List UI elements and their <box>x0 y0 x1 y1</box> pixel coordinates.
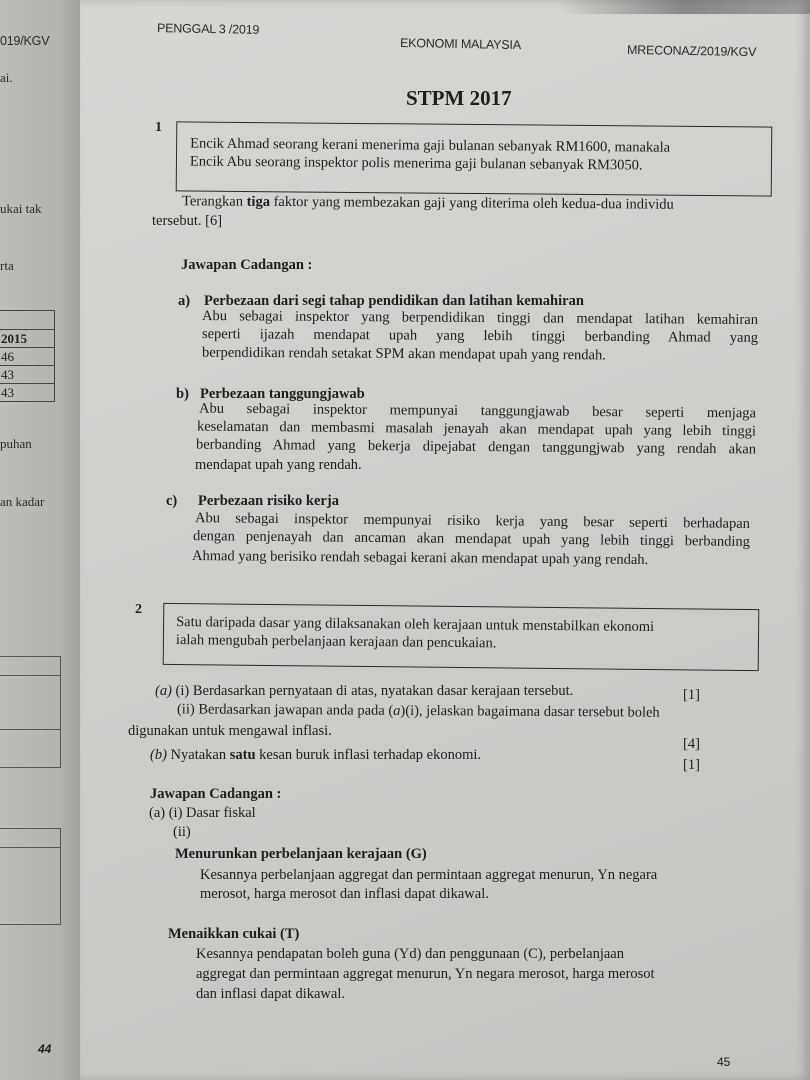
left-fragment: rta <box>0 258 14 273</box>
sub-answer-line: Kesannya pendapatan boleh guna (Yd) dan penggunaan (C), perbelanjaan <box>196 946 624 962</box>
sub-answer-line: aggregat dan permintaan aggregat menurun, Yn negara merosot, harga merosot <box>196 966 655 982</box>
question1-stem-box <box>176 121 773 196</box>
answer-heading-a: Perbezaan dari segi tahap pendidikan dan latihan kemahiran <box>204 293 584 309</box>
header-term: PENGGAL 3 /2019 <box>156 21 260 37</box>
answer-line: dengan penjenayah dan ancaman akan mendapat upah yang lebih tinggi berbanding <box>192 528 751 550</box>
question-number: 2 <box>135 602 142 617</box>
answer-line: berpendidikan rendah setakat SPM akan mendapat upah yang rendah. <box>201 344 606 364</box>
question1-prompt: Terangkan tiga faktor yang membezakan gaji yang diterima oleh kedua-dua individu <box>181 193 674 213</box>
sub-answer-line: dan inflasi dapat dikawal. <box>196 986 345 1002</box>
question2-stem-box <box>163 603 760 671</box>
stem-line: Encik Ahmad seorang kerani menerima gaji bulanan sebanyak RM1600, manakala <box>190 135 671 156</box>
stem-line: Encik Abu seorang inspektor polis menerima gaji bulanan sebanyak RM3050. <box>189 153 643 174</box>
stem-line: ialah mengubah perbelanjaan kerajaan dan pencukaian. <box>175 632 497 652</box>
answer-label: b) <box>176 386 189 402</box>
answer-line: seperti ijazah mendapat upah yang lebih tinggi berbanding Ahmad yang <box>201 326 759 346</box>
answer-line: Abu sebagai inspektor mempunyai risiko kerja yang besar seperti berhadapan <box>194 510 751 532</box>
left-data-table <box>0 310 55 402</box>
left-fragment: an kadar <box>0 494 45 509</box>
table-header-blank <box>0 311 54 329</box>
answer-line: mendapat upah yang rendah. <box>195 457 362 473</box>
answer-a-i: (a) (i) Dasar fiskal <box>149 805 256 821</box>
page-title: STPM 2017 <box>406 86 512 110</box>
left-page-number: 44 <box>38 1042 52 1056</box>
left-page-header: 019/KGV <box>0 34 50 48</box>
question2-part-a-ii: (ii) Berdasarkan jawapan anda pada (a)(i), jelaskan bagaimana dasar tersebut boleh <box>176 701 660 721</box>
sub-answer-line: merosot, harga merosot dan inflasi dapat dikawal. <box>200 886 489 902</box>
answer-line: Abu sebagai inspektor yang berpendidikan tinggi dan mendapat latihan kemahiran <box>201 308 759 328</box>
left-page <box>0 0 82 1080</box>
answer-line: keselamatan dan membasmi masalah jenayah akan mendapat upah yang lebih tinggi <box>196 418 757 440</box>
question-number: 1 <box>155 120 162 135</box>
left-fragment: ai. <box>0 70 13 85</box>
header-subject: EKONOMI MALAYSIA <box>399 35 522 53</box>
table-cell: 46 <box>0 347 54 365</box>
left-fragment: puhan <box>0 436 32 451</box>
question1-prompt-line2: tersebut. [6] <box>152 213 223 229</box>
table-year: 2015 <box>0 329 54 347</box>
marks: [4] <box>683 736 700 752</box>
answer-heading: Jawapan Cadangan : <box>181 257 313 273</box>
sub-answer-line: Kesannya perbelanjaan aggregat dan permintaan aggregat menurun, Yn negara <box>200 867 658 883</box>
answer-line: Ahmad yang berisiko rendah sebagai kerani akan mendapat upah yang rendah. <box>191 548 649 568</box>
answer-label: a) <box>178 293 191 309</box>
question2-part-a-ii-line2: digunakan untuk mengawal inflasi. <box>128 723 332 739</box>
answer-heading: Jawapan Cadangan : <box>150 786 282 802</box>
background-shadow <box>560 0 810 14</box>
sub-answer-heading: Menaikkan cukai (T) <box>168 926 300 942</box>
question2-part-b: (b) Nyatakan satu kesan buruk inflasi terhadap ekonomi. <box>150 747 482 763</box>
left-answer-box <box>0 656 61 768</box>
answer-line: Abu sebagai inspektor mempunyai tanggungjawab besar seperti menjaga <box>198 400 757 422</box>
sub-answer-heading: Menurunkan perbelanjaan kerajaan (G) <box>175 846 427 862</box>
marks: [1] <box>683 687 700 703</box>
marks: [1] <box>683 757 700 773</box>
page-number: 45 <box>717 1055 731 1069</box>
stem-line: Satu daripada dasar yang dilaksanakan oleh kerajaan untuk menstabilkan ekonomi <box>176 614 655 636</box>
left-answer-box <box>0 828 61 925</box>
answer-heading-b: Perbezaan tanggungjawab <box>200 386 365 402</box>
answer-line: berbanding Ahmad yang bekerja dipejabat dengan tanggungjwab yang rendah akan <box>195 436 757 458</box>
header-code: MRECONAZ/2019/KGV <box>626 42 757 60</box>
answer-heading-c: Perbezaan risiko kerja <box>198 493 339 509</box>
question2-part-a-i: (a) (i) Berdasarkan pernyataan di atas, nyatakan dasar kerajaan tersebut. <box>155 683 574 699</box>
left-fragment: ukai tak <box>0 201 42 216</box>
answer-label: c) <box>166 493 178 509</box>
answer-a-ii: (ii) <box>173 824 191 840</box>
table-cell: 43 <box>0 383 54 401</box>
table-cell: 43 <box>0 365 54 383</box>
